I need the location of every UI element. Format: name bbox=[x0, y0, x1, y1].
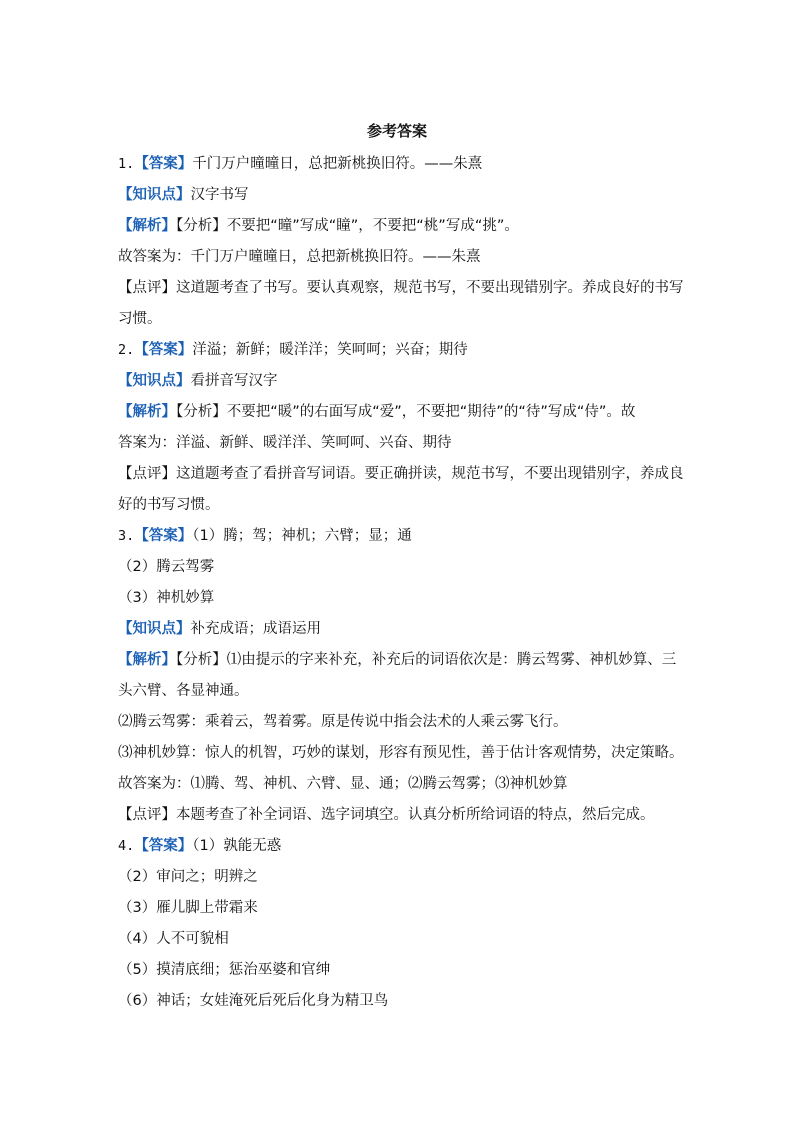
answer-line bbox=[118, 614, 678, 645]
line-text: 故答案为：⑴腾、驾、神机、六臂、显、通；⑵腾云驾雾；⑶神机妙算 bbox=[118, 776, 568, 792]
answer-line bbox=[118, 490, 678, 521]
answer-line bbox=[118, 769, 678, 800]
line-text: 不要把“暖”的右面写成“爱”，不要把“期待”的“待”写成“侍”。故 bbox=[226, 404, 636, 420]
section-tag: 【解析】 bbox=[118, 652, 176, 668]
question-number: 4. bbox=[118, 838, 135, 854]
line-text: 头六臂、各显神通。 bbox=[118, 683, 249, 699]
sub-tag: 【分析】 bbox=[176, 218, 227, 234]
page-title: 参考答案 bbox=[366, 122, 427, 140]
answer-line bbox=[118, 986, 678, 1017]
answer-line bbox=[118, 583, 678, 614]
sub-tag: 【分析】 bbox=[176, 404, 227, 420]
answer-line bbox=[118, 955, 678, 986]
line-text: （6）神话；女娃淹死后死后化身为精卫鸟 bbox=[118, 993, 389, 1009]
line-text: 千门万户曈曈日，总把新桃换旧符。——朱熹 bbox=[192, 156, 483, 172]
line-text: ⑵腾云驾雾：乘着云，驾着雾。原是传说中指会法术的人乘云雾飞行。 bbox=[118, 714, 568, 730]
line-text: 不要把“曈”写成“瞳”，不要把“桃”写成“挑”。 bbox=[226, 218, 519, 234]
answer-line bbox=[118, 521, 678, 552]
answer-line bbox=[118, 707, 678, 738]
line-text: （2）审问之；明辨之 bbox=[118, 869, 258, 885]
section-tag: 【知识点】 bbox=[118, 621, 191, 637]
answer-line bbox=[118, 924, 678, 955]
line-text: 补充成语；成语运用 bbox=[190, 621, 321, 637]
section-tag: 【解析】 bbox=[118, 218, 176, 234]
sub-tag: 【点评】 bbox=[118, 807, 176, 823]
section-tag: 【答案】 bbox=[134, 838, 193, 854]
question-number: 3. bbox=[118, 528, 135, 544]
line-text: （1）孰能无惑 bbox=[192, 838, 282, 854]
section-tag: 【答案】 bbox=[134, 342, 193, 358]
line-text: （3）雁儿脚上带霜来 bbox=[118, 900, 258, 916]
sub-tag: 【点评】 bbox=[118, 466, 176, 482]
answer-line bbox=[118, 645, 678, 676]
line-text: 这道题考查了书写。要认真观察，规范书写，不要出现错别字。养成良好的书写 bbox=[176, 280, 684, 296]
sub-tag: 【分析】 bbox=[176, 652, 227, 668]
line-text: 本题考查了补全词语、选字词填空。认真分析所给词语的特点，然后完成。 bbox=[176, 807, 655, 823]
section-tag: 【知识点】 bbox=[118, 373, 191, 389]
answer-line bbox=[118, 180, 678, 211]
answer-body bbox=[118, 149, 684, 1017]
line-text: 习惯。 bbox=[118, 311, 162, 327]
line-text: （1）腾；驾；神机；六臂；显；通 bbox=[192, 528, 412, 544]
answer-line bbox=[118, 149, 678, 180]
answer-line bbox=[118, 273, 684, 304]
question-number: 2. bbox=[118, 342, 135, 358]
answer-line bbox=[118, 738, 684, 769]
section-tag: 【知识点】 bbox=[118, 187, 191, 203]
line-text: （5）摸清底细；惩治巫婆和官绅 bbox=[118, 962, 331, 978]
line-text: 汉字书写 bbox=[190, 187, 249, 203]
section-tag: 【解析】 bbox=[118, 404, 176, 420]
answer-line bbox=[118, 893, 678, 924]
answer-line bbox=[118, 428, 678, 459]
line-text: 看拼音写汉字 bbox=[190, 373, 278, 389]
line-text: 答案为：洋溢、新鲜、暖洋洋、笑呵呵、兴奋、期待 bbox=[118, 435, 452, 451]
line-text: （2）腾云驾雾 bbox=[118, 559, 215, 575]
answer-line bbox=[118, 211, 678, 242]
line-text: （4）人不可貌相 bbox=[118, 931, 229, 947]
question-number: 1. bbox=[118, 156, 135, 172]
answer-line bbox=[118, 831, 678, 862]
line-text: 洋溢；新鲜；暖洋洋；笑呵呵；兴奋；期待 bbox=[192, 342, 468, 358]
answer-line bbox=[118, 304, 678, 335]
answer-line bbox=[118, 862, 678, 893]
line-text: 故答案为：千门万户曈曈日，总把新桃换旧符。——朱熹 bbox=[118, 249, 481, 265]
answer-line bbox=[118, 800, 678, 831]
answer-line bbox=[118, 366, 678, 397]
answer-line bbox=[118, 335, 678, 366]
line-text: ⑶神机妙算：惊人的机智，巧妙的谋划，形容有预见性，善于估计客观情势，决定策略。 bbox=[118, 745, 684, 761]
line-text: 好的书写习惯。 bbox=[118, 497, 220, 513]
answer-line bbox=[118, 552, 678, 583]
line-text: ⑴由提示的字来补充，补充后的词语依次是：腾云驾雾、神机妙算、三 bbox=[226, 652, 677, 668]
answer-line bbox=[118, 676, 678, 707]
section-tag: 【答案】 bbox=[134, 156, 193, 172]
answer-line bbox=[118, 397, 678, 428]
answer-line bbox=[118, 459, 684, 490]
sub-tag: 【点评】 bbox=[118, 280, 176, 296]
section-tag: 【答案】 bbox=[134, 528, 193, 544]
answer-line bbox=[118, 242, 678, 273]
line-text: 这道题考查了看拼音写词语。要正确拼读，规范书写，不要出现错别字，养成良 bbox=[176, 466, 684, 482]
line-text: （3）神机妙算 bbox=[118, 590, 215, 606]
